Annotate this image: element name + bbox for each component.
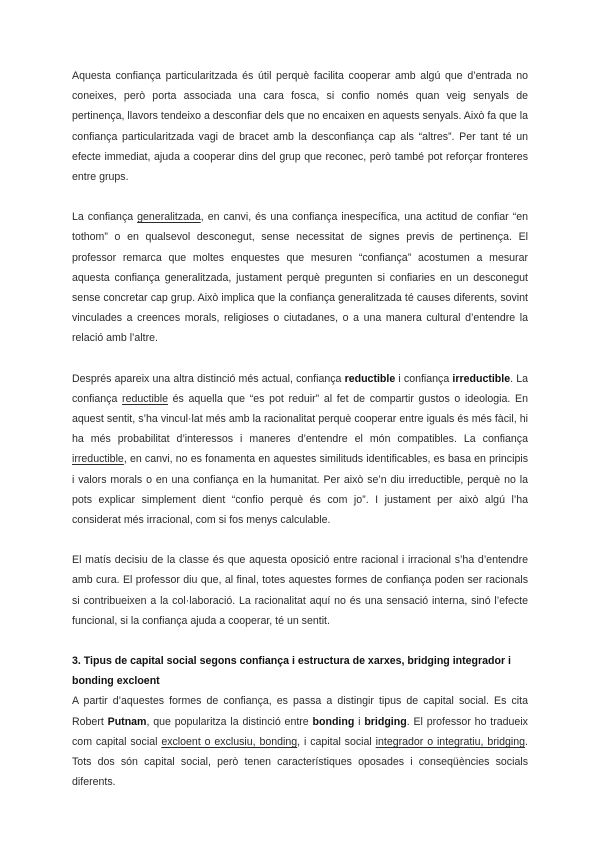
- text-run: és aquella que “es pot reduir” al fet de compartir gustos o ideologia. En aquest sentit, s’ha vincul·lat més amb la racionalitat perquè cooperar entre iguals és més fàcil, hi ha més probabilitat d’interessos i maneres d’entendre el món compatibles. La confiança: [72, 392, 529, 446]
- text-run: La confiança: [72, 211, 138, 224]
- bold-term: bonding: [312, 715, 355, 728]
- text-run: i confiança: [395, 372, 453, 385]
- bold-term: irreductible: [452, 372, 511, 385]
- text-run: . Tots dos són capital social, però tenen característiques oposades i conseqüències socials diferents.: [72, 735, 528, 789]
- text-run: . La confiança: [72, 372, 529, 405]
- underlined-term: reductible: [122, 392, 168, 405]
- text-run: Després apareix una altra distinció més actual, confiança: [72, 372, 345, 385]
- text-run: A partir d’aquestes formes de confiança, es passa a distingir tipus de capital social. Es cita Robert: [72, 695, 528, 728]
- text-run: , en canvi, no es fonamenta en aquestes similituds identificables, es basa en principis i valors morals o en una confiança en la humanitat. Per això se’n diu irreductible, perquè no la pots explicar simplement dient “confio perquè és com jo”. I justament per això algú l’ha considerat més irracional, com si fos menys calculable.: [72, 453, 528, 527]
- text-run: i: [354, 715, 365, 728]
- document-page: [72, 66, 528, 793]
- underlined-term: integrador o integratiu, bridging: [375, 735, 526, 748]
- text-run: , en canvi, és una confiança inespecífica, una actitud de confiar “en tothom” o en qualsevol desconegut, sense necessitat de signes previs de pertinença. El professor remarca que moltes enquestes que mesuren “confiança” acostumen a mesurar aquesta confiança generalitzada, justament perquè pregunten si confiaries en un desconegut sense concretar cap grup. Això implica que la confiança generalitzada té causes diferents, sovint vinculades a creences morals, religioses o ciutadanes, o a una manera cultural d’entendre la relació amb l’altre.: [72, 211, 529, 345]
- bold-term: bridging: [364, 715, 407, 728]
- bold-term: reductible: [344, 372, 396, 385]
- text-run: , que popularitza la distinció entre: [146, 715, 313, 728]
- text-run: , i capital social: [297, 735, 376, 748]
- paragraph-reducible-trust: [72, 369, 528, 531]
- underlined-term: irreductible: [72, 453, 124, 466]
- paragraph-generalized-trust: [72, 207, 528, 348]
- underlined-term: excloent o exclusiu, bonding: [161, 735, 298, 748]
- text-run: . El professor ho tradueix com capital social: [72, 715, 528, 748]
- underlined-term: generalitzada: [137, 211, 201, 224]
- paragraph-rationality: El matís decisiu de la classe és que aquesta oposició entre racional i irracional s’ha d’entendre amb cura. El professor diu que, al final, totes aquestes formes de confiança poden ser racionals si contribueixen a la col·laboració. La racionalitat aquí no és una sensació interna, sinó l’efecte funcional, si la confiança ajuda a cooperar, té un sentit.: [72, 554, 528, 627]
- paragraph-social-capital: [72, 691, 528, 792]
- paragraph-particularized-trust: Aquesta confiança particularitzada és útil perquè facilita cooperar amb algú que d’entrada no coneixes, però porta associada una cara fosca, si confio només quan veig senyals de pertinença, llavors tendeixo a desconfiar dels que no encaixen en aquests senyals. Això fa que la confiança particularitzada vagi de bracet amb la desconfiança cap als “altres”. Per tant té un efecte immediat, ajuda a cooperar dins del grup que reconec, però també pot reforçar fronteres entre grups.: [72, 70, 528, 184]
- bold-term: Putnam: [107, 715, 147, 728]
- section-heading: 3. Tipus de capital social segons confiança i estructura de xarxes, bridging integrador i bonding excloent: [72, 655, 511, 688]
